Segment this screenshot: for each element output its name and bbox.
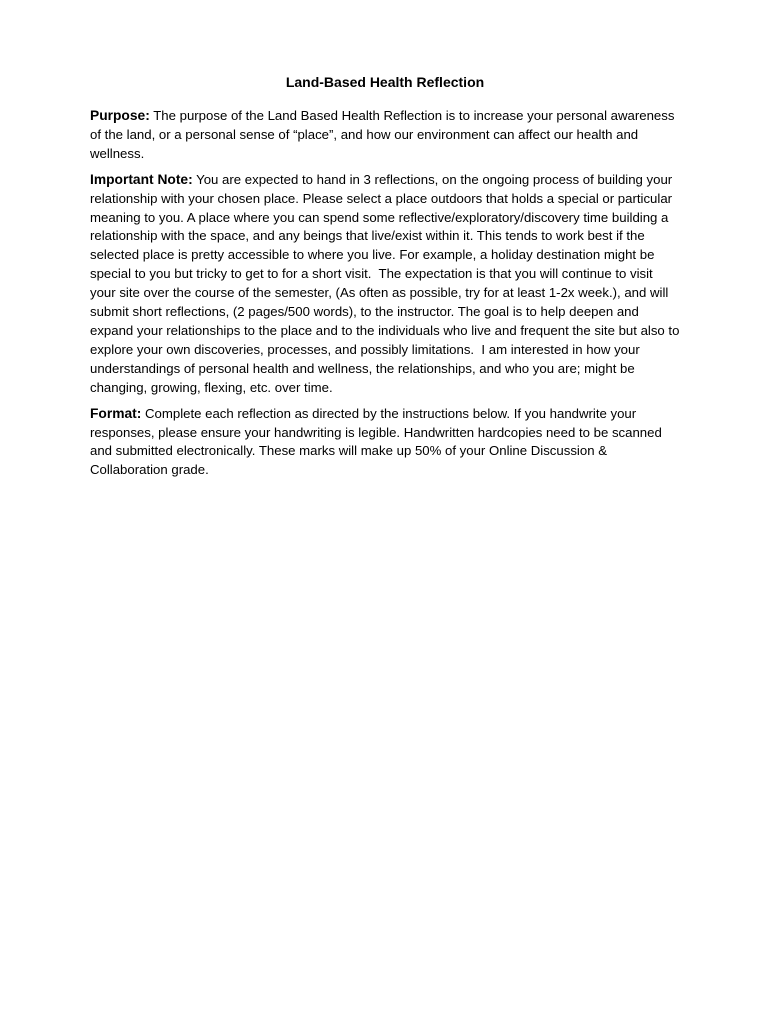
purpose-text: The purpose of the Land Based Health Reflection is to increase your personal awareness of the land, or a personal sense of “place”, and how our environment can affect our health and wellness.	[90, 108, 679, 161]
purpose-label: Purpose:	[90, 108, 150, 123]
purpose-paragraph	[90, 107, 680, 164]
format-text: Complete each reflection as directed by the instructions below. If you handwrite your responses, please ensure your handwriting is legible. Handwritten hardcopies need to be scanned and submitted electronically. These marks will make up 50% of your Online Discussion & Collaboration grade.	[90, 405, 666, 478]
important-note-text: You are expected to hand in 3 reflections, on the ongoing process of building your relationship with your chosen place. Please select a place outdoors that holds a special or particular meaning to you. A place where you can spend some reflective/exploratory/discovery time building a relationship with the space, and any beings that live/exist within it. This tends to work best if the selected place is pretty accessible to where you live. For example, a holiday destination might be special to you but tricky to get to for a short visit. The expectation is that you will continue to visit your site over the course of the semester, (As often as possible, try for at least 1-2x week.), and will submit short reflections, (2 pages/500 words), to the instructor. The goal is to help deepen and expand your relationships to the place and to the individuals who live and frequent the site but also to explore your own discoveries, processes, and possibly limitations. I am interested in how your understandings of personal health and wellness, the relationships, and who you are; might be changing, growing, flexing, etc. over time.	[90, 171, 684, 395]
important-note-paragraph	[90, 171, 684, 398]
important-note-label: Important Note:	[90, 171, 193, 187]
document-content	[90, 72, 684, 487]
format-paragraph	[90, 405, 680, 481]
document-title: Land-Based Health Reflection	[285, 74, 485, 90]
format-label: Format:	[90, 405, 142, 421]
